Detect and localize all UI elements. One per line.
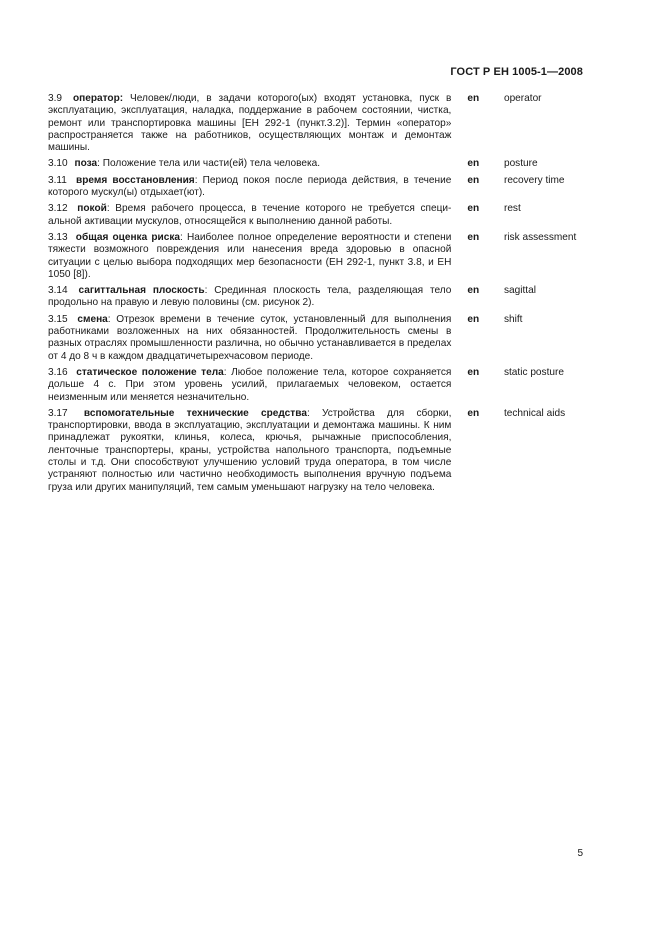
term-name: общая оценка риска (75, 231, 181, 243)
term-entry-operator (48, 93, 588, 154)
term-definition (48, 203, 451, 228)
term-name: вспомогательные технические средства (83, 407, 307, 419)
lang-code: en (467, 203, 480, 215)
term-entry-static-posture (48, 367, 588, 404)
english-term: posture (503, 158, 538, 170)
lang-code: en (467, 158, 480, 170)
term-definition (48, 408, 451, 494)
term-number: 3.16 (48, 366, 68, 378)
term-definition-text: : Период покоя после периода действия, в течение которого мускул(ы) отдыхает(ют). (48, 174, 452, 199)
term-definition-text: : Время рабочего процесса, в течение которого не требуется специальной активации мускулов, относящейся к выполнению данной работы. (48, 203, 452, 227)
term-entry-shift (48, 314, 588, 363)
term-definition-text: Человек/люди, в задачи которого(ых) входят установка, пуск в эксплуатацию, эксплуатация, наладка, поддержание в рабочем состоянии, чистка, ремонт или транспортировка машины [ЕН 292-1 (пункт.3.2)]. Термин «оператор» распространяется также на работников, осуществляющих монтаж и демонтаж машины. (48, 93, 452, 154)
page-number: 5 (577, 848, 583, 859)
term-definition (48, 93, 451, 154)
term-number: 3.14 (48, 285, 68, 297)
lang-code: en (467, 313, 480, 325)
english-term: rest (503, 203, 521, 215)
term-definition-text: : Положение тела или части(ей) тела человека. (97, 158, 321, 170)
term-name: смена (77, 313, 108, 325)
term-name: оператор: (72, 93, 124, 104)
terms-list (48, 93, 588, 498)
term-definition (48, 285, 451, 310)
term-number: 3.12 (48, 203, 68, 215)
lang-code: en (467, 366, 480, 378)
term-number: 3.11 (48, 174, 67, 186)
lang-code: en (467, 174, 480, 186)
english-term: shift (503, 313, 523, 325)
term-definition (48, 158, 451, 170)
term-definition (48, 175, 451, 200)
term-definition-text: : Срединная плоскость тела, разделяющая тело продольно на правую и левую половины (см. рисунок 2). (48, 285, 452, 309)
term-entry-technical-aids (48, 408, 588, 494)
term-number: 3.15 (48, 313, 68, 325)
term-definition-text: : Любое положение тела, которое сохраняется дольше 4 с. При этом уровень усилий, прилагаемых человеком, остается неизменным или меняется незначительно. (48, 366, 452, 403)
lang-code: en (467, 407, 480, 419)
english-term: risk assessment (503, 231, 577, 243)
lang-code: en (467, 231, 480, 243)
english-term: recovery time (503, 174, 565, 186)
term-definition (48, 367, 451, 404)
term-name: статическое положение тела (76, 366, 224, 378)
term-entry-sagittal (48, 285, 588, 310)
term-entry-risk-assessment (48, 232, 588, 281)
term-entry-posture (48, 158, 588, 170)
term-definition-text: : Устройства для сборки, транспортировки, ввода в эксплуатацию, эксплуатации и демонтажа машины. К ним принадлежат рукоятки, клинья, колеса, крючья, рычажные приспособления, ленточные транспортеры, краны, устройства напольного транспорта, подъемные столы и т.д. Они способствуют улучшению условий труда оператора, в том числе устраняют полностью или частично необходимость выполнения вручную подъема груза или других манипуляций, тем самым уменьшают нагрузку на тело человека. (48, 407, 452, 493)
lang-code: en (467, 93, 480, 104)
lang-code: en (467, 285, 480, 297)
term-definition (48, 232, 451, 281)
term-entry-recovery-time (48, 175, 588, 200)
term-number: 3.17 (48, 407, 68, 419)
term-name: поза (74, 158, 98, 170)
term-entry-rest (48, 203, 588, 228)
term-number: 3.9 (48, 93, 63, 104)
english-term: sagittal (503, 285, 536, 297)
term-definition (48, 314, 451, 363)
english-term: static posture (503, 366, 564, 378)
term-number: 3.10 (48, 158, 68, 170)
english-term: operator (503, 93, 542, 104)
term-definition-text: : Отрезок времени в течение суток, установленный для выполнения работниками возложенных на них обязанностей. Продолжительность смены в разных отраслях промышленности различна, но обычно устанавливается в пределах от 4 до 8 ч в каждом двадцатичетырехчасовом периоде. (48, 313, 452, 362)
term-definition-text: : Наиболее полное определение вероятности и степени тяжести возможного повреждения или нанесения вреда здоровью в опасной ситуации с целью выбора подходящих мер безопасности (ЕН 292-1, пункт 3.8, и ЕН 1050 [8]). (48, 231, 452, 280)
english-term: technical aids (503, 407, 566, 419)
term-number: 3.13 (48, 231, 68, 243)
term-name: сагиттальная плоскость (78, 285, 205, 297)
document-header: ГОСТ Р ЕН 1005-1—2008 (450, 66, 583, 78)
term-name: покой (77, 203, 107, 215)
term-name: время восстановления (76, 174, 195, 186)
